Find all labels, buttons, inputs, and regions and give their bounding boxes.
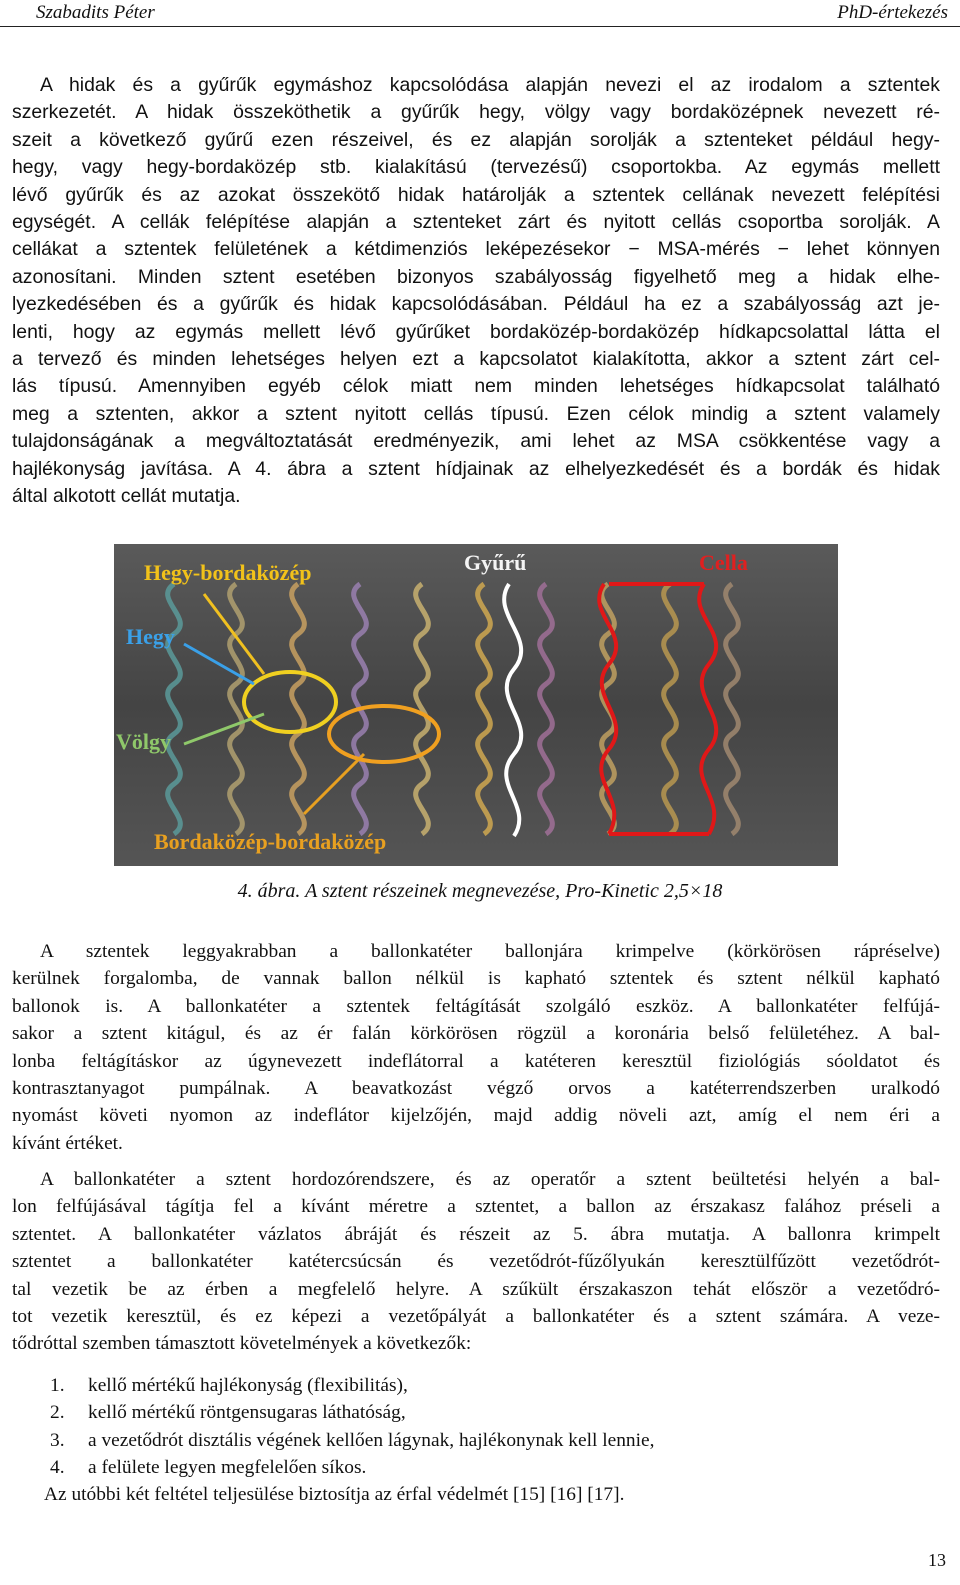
paragraph-balloon-catheter [12, 938, 940, 1157]
list-item-text: kellő mértékű hajlékonyság (flexibilitás), [88, 1375, 408, 1396]
list-item-number: 2. [50, 1402, 65, 1424]
text-line: sztentet. A ballonkatéter vázlatos ábráját és részeit az 5. ábra mutatja. A ballonra krimpelt [12, 1223, 940, 1245]
text-line: meg a sztenten, akkor a sztent nyitott cellás típusú. Ezen célok mindig a sztent valamely [12, 402, 940, 425]
text-line: lonba feltágításkor az úgynevezett indeflátorral a katéteren keresztül fiziológiás sóoldatot és [12, 1050, 940, 1072]
text-line: sakor a sztent kitágul, és az ér falán körkörösen rögzül a koronária belső felületéhez. A bal- [12, 1023, 940, 1045]
stent-figure [114, 544, 838, 866]
text-line: kívánt értéket. [12, 1132, 123, 1154]
list-item-number: 1. [50, 1375, 65, 1396]
label-gyuru: Gyűrű [464, 550, 527, 575]
label-bordakozep-bordakozep: Bordaközép-bordaközép [154, 829, 387, 854]
label-volgy: Völgy [116, 729, 171, 754]
list-item-text: kellő mértékű röntgensugaras láthatóság, [88, 1402, 406, 1424]
list-item-text: a felülete legyen megfelelően síkos. [88, 1457, 367, 1479]
page-header [0, 0, 960, 27]
text-line: lás típusú. Amennyiben egyéb célok miatt nem minden lehetséges hídkapcsolat található [12, 375, 940, 398]
paragraph-guidewire [12, 1166, 940, 1358]
text-line: cellákat a sztentek felületének a kétdimenziós leképezésekor − MSA-mérés − lehet könnyen [12, 238, 940, 261]
label-cella: Cella [699, 550, 748, 575]
text-line: lyezkedésében és a gyűrűk és hidak kapcsolódásában. Például ha ez a szabályosság azt je- [12, 293, 940, 316]
closing-sentence: Az utóbbi két feltétel teljesülése biztosítja az érfal védelmét [15] [16] [17]. [44, 1484, 625, 1505]
text-line: a tervező és minden lehetséges helyen ezt a kapcsolatot kialakította, akkor a sztent zárt cel- [12, 348, 940, 371]
stent-photo [114, 544, 838, 866]
text-line: azonosítani. Minden sztent esetében bizonyos szabályosság figyelhető meg a hidak elhe- [12, 265, 940, 288]
text-line: lenti, hogy az egymás mellett lévő gyűrűket bordaközép-bordaközép hídkapcsolattal látta el [12, 320, 940, 343]
list-item [50, 1454, 654, 1481]
header-author: Szabadits Péter [36, 2, 155, 23]
text-line: szeit a következő gyűrű ezen részeivel, és ez alapján sorolják a sztenteket például hegy- [12, 128, 940, 151]
text-line: hegy, vagy hegy-bordaközép stb. kialakítású (tervezésű) csoportokba. Az egymás mellett [12, 156, 940, 179]
list-item [50, 1399, 654, 1426]
text-line: kontrasztanyagot pumpálnak. A beavatkozást végző orvos a katéterrendszerben uralkodó [12, 1078, 940, 1100]
requirements-list [50, 1372, 654, 1482]
list-item-number: 4. [50, 1457, 65, 1479]
text-line: sztentet a ballonkatéter katétercsúcsán és vezetődrót-fűzőlyukán keresztülfűzött vezetődrót- [12, 1251, 940, 1273]
text-line: A sztentek leggyakrabban a ballonkatéter ballonjára krimpelve (körkörösen rápréselve) [40, 941, 940, 962]
figure-caption [0, 880, 960, 903]
figure-caption-text: A sztent részeinek megnevezése, Pro-Kinetic 2,5×18 [305, 880, 723, 902]
text-line: által alkotott cellát mutatja. [12, 485, 241, 508]
text-line: egységét. A cellák felépítése alapján a sztenteket zárt és nyitott cellás csoportba sorolják. A [12, 211, 940, 234]
list-item-number: 3. [50, 1429, 65, 1451]
text-line: A ballonkatéter a sztent hordozórendszere, és az operatőr a sztent beültetési helyén a bal- [40, 1169, 940, 1190]
text-line: tulajdonságának a megváltoztatását eredményezik, ami lehet az MSA csökkentése vagy a [12, 430, 940, 453]
list-item [50, 1427, 654, 1454]
list-item [50, 1372, 654, 1399]
text-line: tot vezetik keresztül, és ez képezi a vezetőpályát a ballonkatéter és a sztent számára. A veze- [12, 1306, 940, 1328]
paragraph-stent-structure [12, 72, 940, 511]
text-line: A hidak és a gyűrűk egymáshoz kapcsolódása alapján nevezi el az irodalom a sztentek [40, 74, 940, 96]
text-line: lévő gyűrűk és az azokat összekötő hidak határolják a sztentek cellának nevezett felépítési [12, 183, 940, 206]
text-line: tal vezetik be az érben a megfelelő helyre. A szűkült érszakaszon tehát először a vezetődró- [12, 1278, 940, 1300]
text-line: nyomást követi nyomon az indeflátor kijelzőjén, majd addig növeli azt, amíg el nem éri a [12, 1105, 940, 1127]
label-hegy: Hegy [126, 624, 175, 649]
text-line: lon felfújásával tágítja fel a kívánt méretre a sztentet, a ballon az érszakasz falához préseli a [12, 1196, 940, 1218]
label-hegy-bordakozep: Hegy-bordaközép [144, 560, 312, 585]
list-item-text: a vezetődrót disztális végének kellően lágynak, hajlékonynak kell lennie, [88, 1429, 655, 1451]
figure-number: 4. ábra. [237, 880, 301, 902]
text-line: hajlékonyság javítása. A 4. ábra a sztent hídjainak az elhelyezkedését és a bordák és hidak [12, 457, 940, 480]
page-number: 13 [928, 1550, 946, 1570]
text-line: kerülnek forgalomba, de vannak ballon nélkül is kapható sztentek és sztent nélkül kapható [12, 968, 940, 990]
header-title: PhD-értekezés [837, 2, 948, 23]
text-line: szerkezetét. A hidak összeköthetik a gyűrűk hegy, völgy vagy bordaközépnek nevezett ré- [12, 101, 940, 124]
text-line: tődróttal szemben támasztott követelmények a következők: [12, 1333, 472, 1355]
text-line: ballonok is. A ballonkatéter a sztentek feltágítását szolgáló eszköz. A ballonkatéter felfújá- [12, 995, 940, 1017]
